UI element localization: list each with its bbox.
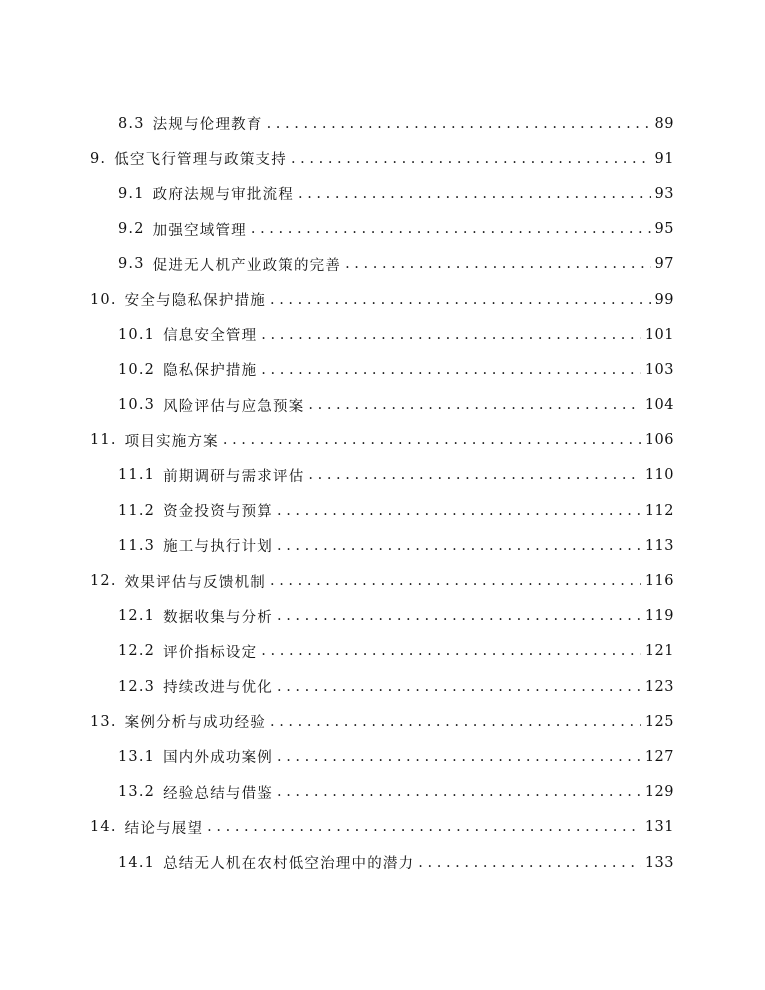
toc-entry-title: 经验总结与借鉴 (163, 785, 273, 802)
toc-entry-number: 13.1 (118, 748, 156, 765)
toc-entry-number: 10. (90, 291, 117, 308)
toc-entry-page: 110 (644, 467, 674, 484)
toc-entry-5[interactable] (0, 247, 765, 282)
toc-entry-title: 法规与伦理教育 (152, 117, 263, 134)
toc-entry-20[interactable] (0, 775, 765, 810)
toc-entry-page: 89 (654, 115, 674, 132)
toc-list (0, 106, 765, 880)
toc-entry-12[interactable] (0, 493, 765, 528)
toc-entry-1[interactable] (0, 106, 765, 141)
toc-entry-4[interactable] (0, 212, 765, 247)
toc-dot-leader (308, 467, 640, 483)
toc-entry-page: 91 (654, 150, 674, 167)
toc-entry-21[interactable] (0, 810, 765, 845)
toc-entry-page: 129 (644, 784, 674, 801)
toc-dot-leader (207, 819, 641, 835)
toc-entry-page: 112 (644, 502, 674, 519)
toc-entry-title: 结论与展望 (124, 820, 204, 837)
toc-dot-leader (277, 749, 641, 765)
toc-entry-title: 前期调研与需求评估 (163, 468, 305, 485)
toc-entry-number: 14. (90, 819, 117, 836)
toc-dot-leader (261, 362, 641, 378)
toc-entry-title: 总结无人机在农村低空治理中的潜力 (163, 856, 415, 873)
toc-entry-number: 12.3 (118, 678, 156, 695)
toc-dot-leader (277, 784, 641, 800)
toc-entry-number: 8.3 (118, 115, 145, 132)
toc-entry-19[interactable] (0, 739, 765, 774)
toc-entry-title: 加强空域管理 (152, 222, 247, 239)
toc-dot-leader (267, 116, 651, 132)
toc-entry-title: 数据收集与分析 (163, 609, 273, 626)
toc-entry-page: 125 (644, 713, 674, 730)
toc-entry-title: 隐私保护措施 (163, 363, 258, 380)
toc-entry-8[interactable] (0, 352, 765, 387)
toc-entry-title: 效果评估与反馈机制 (124, 574, 266, 591)
toc-entry-title: 持续改进与优化 (163, 680, 273, 697)
toc-dot-leader (277, 679, 641, 695)
toc-entry-6[interactable] (0, 282, 765, 317)
toc-entry-title: 风险评估与应急预案 (163, 398, 305, 415)
toc-entry-page: 116 (644, 573, 674, 590)
toc-dot-leader (251, 221, 651, 237)
toc-entry-number: 9.1 (118, 185, 145, 202)
toc-entry-number: 10.2 (118, 361, 156, 378)
toc-entry-page: 93 (654, 185, 674, 202)
toc-entry-page: 127 (644, 748, 674, 765)
toc-entry-title: 政府法规与审批流程 (152, 187, 294, 204)
table-of-contents (0, 106, 765, 880)
toc-entry-14[interactable] (0, 563, 765, 598)
toc-entry-page: 101 (644, 326, 674, 343)
toc-entry-page: 104 (644, 397, 674, 414)
toc-entry-number: 12. (90, 573, 117, 590)
toc-entry-page: 119 (644, 608, 674, 625)
toc-dot-leader (261, 327, 641, 343)
toc-entry-title: 低空飞行管理与政策支持 (114, 152, 287, 169)
toc-entry-page: 131 (644, 819, 674, 836)
toc-dot-leader (277, 608, 641, 624)
toc-entry-number: 10.3 (118, 397, 156, 414)
toc-entry-number: 14.1 (118, 854, 156, 871)
toc-dot-leader (223, 432, 641, 448)
toc-entry-3[interactable] (0, 176, 765, 211)
toc-entry-page: 99 (654, 291, 674, 308)
toc-entry-7[interactable] (0, 317, 765, 352)
toc-entry-number: 9. (90, 150, 107, 167)
toc-entry-page: 106 (644, 432, 674, 449)
toc-dot-leader (270, 292, 651, 308)
toc-entry-page: 123 (644, 678, 674, 695)
toc-dot-leader (270, 714, 641, 730)
toc-entry-16[interactable] (0, 634, 765, 669)
toc-entry-title: 资金投资与预算 (163, 504, 273, 521)
toc-entry-page: 113 (644, 537, 674, 554)
toc-entry-18[interactable] (0, 704, 765, 739)
toc-entry-13[interactable] (0, 528, 765, 563)
toc-entry-9[interactable] (0, 388, 765, 423)
toc-entry-17[interactable] (0, 669, 765, 704)
toc-dot-leader (298, 186, 651, 202)
toc-entry-number: 11.1 (118, 467, 156, 484)
toc-entry-number: 13.2 (118, 784, 156, 801)
toc-entry-number: 11.2 (118, 502, 156, 519)
toc-entry-page: 121 (644, 643, 674, 660)
toc-dot-leader (291, 151, 651, 167)
toc-dot-leader (308, 397, 640, 413)
toc-entry-title: 国内外成功案例 (163, 750, 273, 767)
toc-entry-page: 97 (654, 256, 674, 273)
toc-entry-2[interactable] (0, 141, 765, 176)
toc-entry-10[interactable] (0, 423, 765, 458)
toc-entry-title: 安全与隐私保护措施 (124, 293, 266, 310)
toc-entry-number: 13. (90, 713, 117, 730)
toc-entry-number: 11. (90, 432, 117, 449)
toc-dot-leader (261, 643, 641, 659)
toc-entry-page: 133 (644, 854, 674, 871)
toc-dot-leader (277, 538, 641, 554)
toc-entry-number: 12.1 (118, 608, 156, 625)
toc-entry-title: 案例分析与成功经验 (124, 715, 266, 732)
toc-dot-leader (277, 503, 641, 519)
toc-entry-title: 促进无人机产业政策的完善 (152, 257, 342, 274)
toc-entry-15[interactable] (0, 599, 765, 634)
toc-entry-22[interactable] (0, 845, 765, 880)
toc-entry-number: 11.3 (118, 537, 156, 554)
toc-entry-number: 9.2 (118, 221, 145, 238)
toc-dot-leader (345, 256, 650, 272)
toc-entry-title: 施工与执行计划 (163, 539, 273, 556)
toc-entry-number: 9.3 (118, 256, 145, 273)
toc-entry-title: 评价指标设定 (163, 644, 258, 661)
toc-entry-page: 103 (644, 361, 674, 378)
toc-entry-number: 10.1 (118, 326, 156, 343)
toc-dot-leader (270, 573, 641, 589)
toc-entry-11[interactable] (0, 458, 765, 493)
toc-dot-leader (418, 855, 641, 871)
toc-entry-title: 信息安全管理 (163, 328, 258, 345)
toc-entry-page: 95 (654, 221, 674, 238)
toc-entry-title: 项目实施方案 (124, 433, 219, 450)
toc-entry-number: 12.2 (118, 643, 156, 660)
